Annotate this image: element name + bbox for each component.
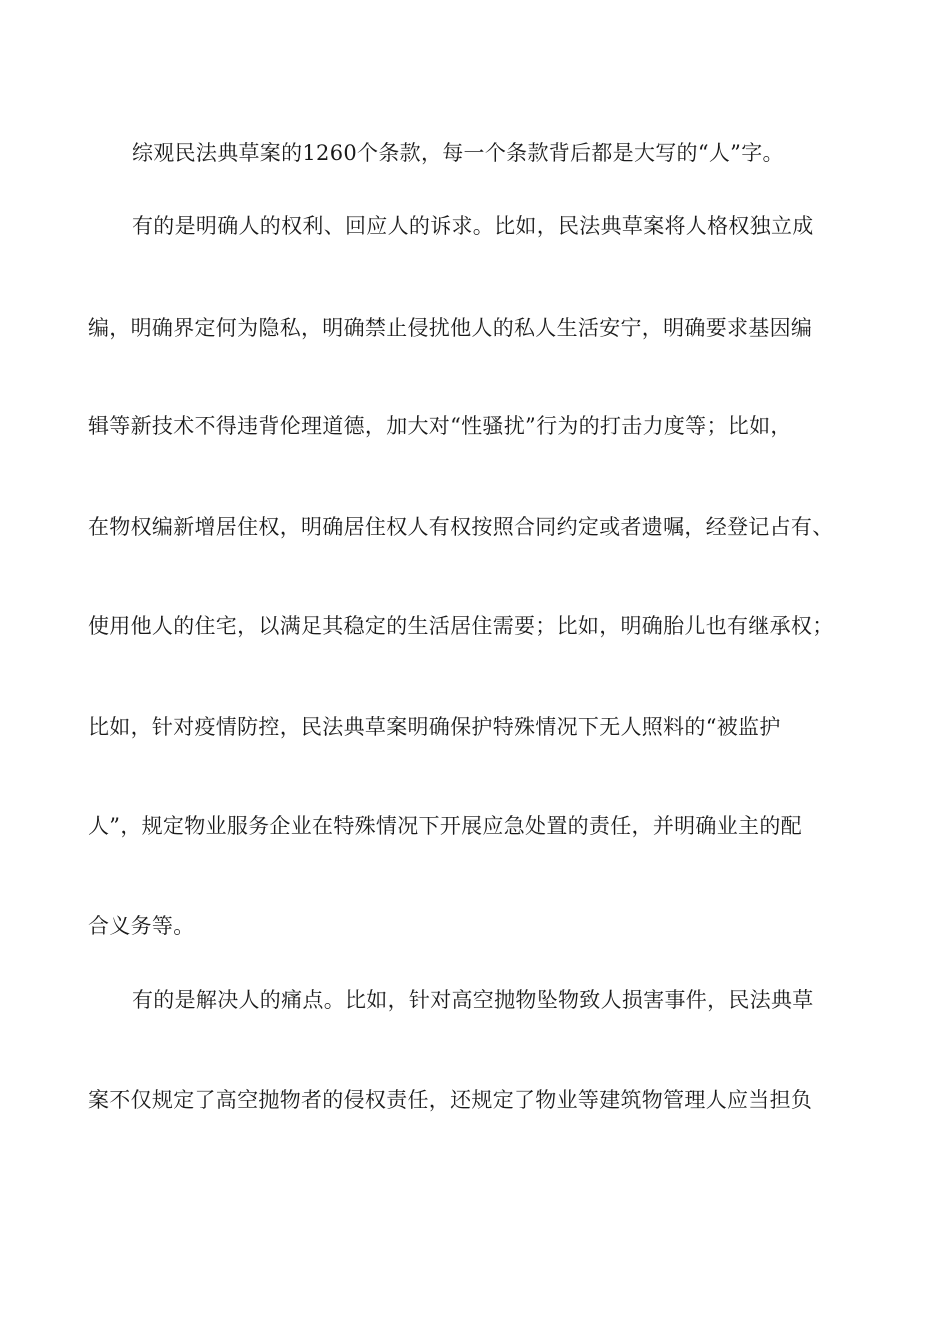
paragraph-2-line-6: 比如，针对疫情防控，民法典草案明确保护特殊情况下无人照料的“被监护 xyxy=(88,715,781,739)
paragraph-2-line-2: 编，明确界定何为隐私，明确禁止侵扰他人的私人生活安宁，明确要求基因编 xyxy=(88,316,813,340)
paragraph-2-line-4: 在物权编新增居住权，明确居住权人有权按照合同约定或者遗嘱，经登记占有、 xyxy=(88,515,834,539)
paragraph-2-line-7: 人”，规定物业服务企业在特殊情况下开展应急处置的责任，并明确业主的配 xyxy=(88,814,802,838)
paragraph-3-line-2: 案不仅规定了高空抛物者的侵权责任，还规定了物业等建筑物管理人应当担负 xyxy=(88,1088,813,1112)
paragraph-3-line-1: 有的是解决人的痛点。比如，针对高空抛物坠物致人损害事件，民法典草 xyxy=(132,988,814,1012)
paragraph-1-line-1: 综观民法典草案的1260个条款，每一个条款背后都是大写的“人”字。 xyxy=(132,141,784,165)
paragraph-2-line-5: 使用他人的住宅，以满足其稳定的生活居住需要；比如，明确胎儿也有继承权； xyxy=(88,614,834,638)
paragraph-2-line-3: 辑等新技术不得违背伦理道德，加大对“性骚扰”行为的打击力度等；比如， xyxy=(88,414,792,438)
paragraph-2-line-8: 合义务等。 xyxy=(88,914,195,938)
paragraph-2-line-1: 有的是明确人的权利、回应人的诉求。比如，民法典草案将人格权独立成 xyxy=(132,214,814,238)
